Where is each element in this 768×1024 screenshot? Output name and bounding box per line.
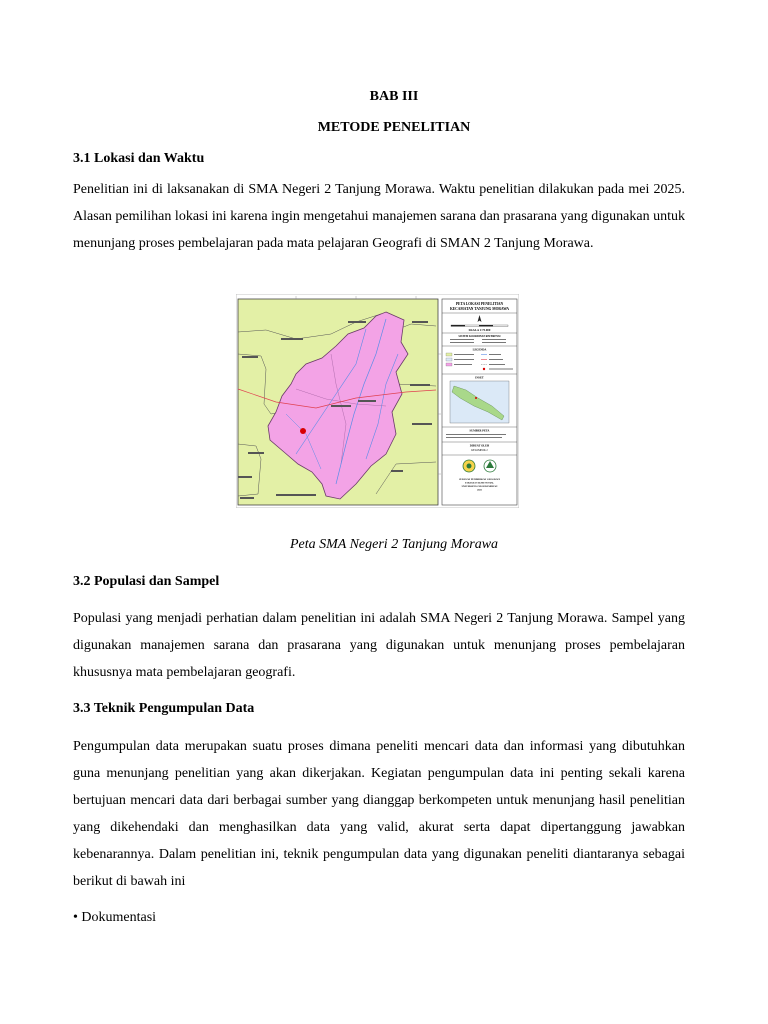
section-paragraph-teknik: Pengumpulan data merupakan suatu proses dimana peneliti mencari data dan informasi yang dibutuhkan guna menunjang penelitian yang akan dikerjakan. Kegiatan pengumpulan data ini penting sekali karena bertujuan mencari data dari berbagai sumber yang dianggap berkompeten untuk menunjang hasil penelitian yang dikehendaki dan menghasilkan data yang valid, akurat serta dapat dipertanggung jawabkan kebenarannya. Dalam penelitian ini, teknik pengumpulan data yang digunakan peneliti diantaranya sebagai berikut di bawah ini (73, 739, 685, 889)
map-figure (236, 294, 519, 508)
chapter-number: BAB III (369, 89, 419, 104)
map-title-line1: PETA LOKASI PENELITIAN (455, 302, 504, 306)
map-scale: SKALA 1:75.000 (468, 328, 491, 332)
chapter-title: METODE PENELITIAN (317, 120, 471, 135)
made-by-heading: DIBUAT OLEH (469, 444, 490, 448)
institution-line1: JURUSAN PENDIDIKAN GEOGRAFI (459, 478, 500, 481)
section-heading-populasi: 3.2 Populasi dan Sampel (73, 574, 220, 589)
section-paragraph-populasi: Populasi yang menjadi perhatian dalam penelitian ini adalah SMA Negeri 2 Tanjung Morawa. Sampel yang digunakan manajemen sarana dan prasarana yang digunakan untuk menunjang proses pembelajaran khususnya mata pembelajaran geografi. (73, 611, 685, 680)
bullet-item-dokumentasi: • Dokumentasi (73, 910, 157, 925)
made-by-group: KELOMPOK 2 (471, 449, 488, 452)
study-area-map (236, 294, 519, 508)
institution-line4: 2025 (477, 488, 482, 492)
map-legend-panel (442, 299, 517, 505)
institution-line2: FAKULTAS ILMU SOSIAL (465, 481, 494, 485)
school-location-marker (300, 428, 306, 434)
section-heading-lokasi: 3.1 Lokasi dan Waktu (73, 151, 205, 166)
institution-line3: UNIVERSITAS NEGERI MEDAN (461, 485, 498, 488)
inset-heading: INSET (475, 376, 484, 380)
legend-heading: LEGENDA (472, 348, 487, 352)
map-frame (238, 296, 441, 505)
figure-caption: Peta SMA Negeri 2 Tanjung Morawa (289, 537, 499, 552)
map-source-heading: SUMBER PETA (469, 429, 490, 433)
section-paragraph-lokasi: Penelitian ini di laksanakan di SMA Negeri 2 Tanjung Morawa. Waktu penelitian dilakukan pada mei 2025. Alasan pemilihan lokasi ini karena ingin mengetahui manajemen sarana dan prasarana yang digunakan untuk menunjang proses pembelajaran pada mata pelajaran Geografi di SMAN 2 Tanjung Morawa. (73, 182, 685, 251)
section-heading-teknik: 3.3 Teknik Pengumpulan Data (73, 701, 255, 716)
map-title-line2: KECAMATAN TANJUNG MORAWA (449, 307, 510, 311)
coord-system-heading: SISTEM KOORDINAT REFERENSI (458, 335, 501, 338)
